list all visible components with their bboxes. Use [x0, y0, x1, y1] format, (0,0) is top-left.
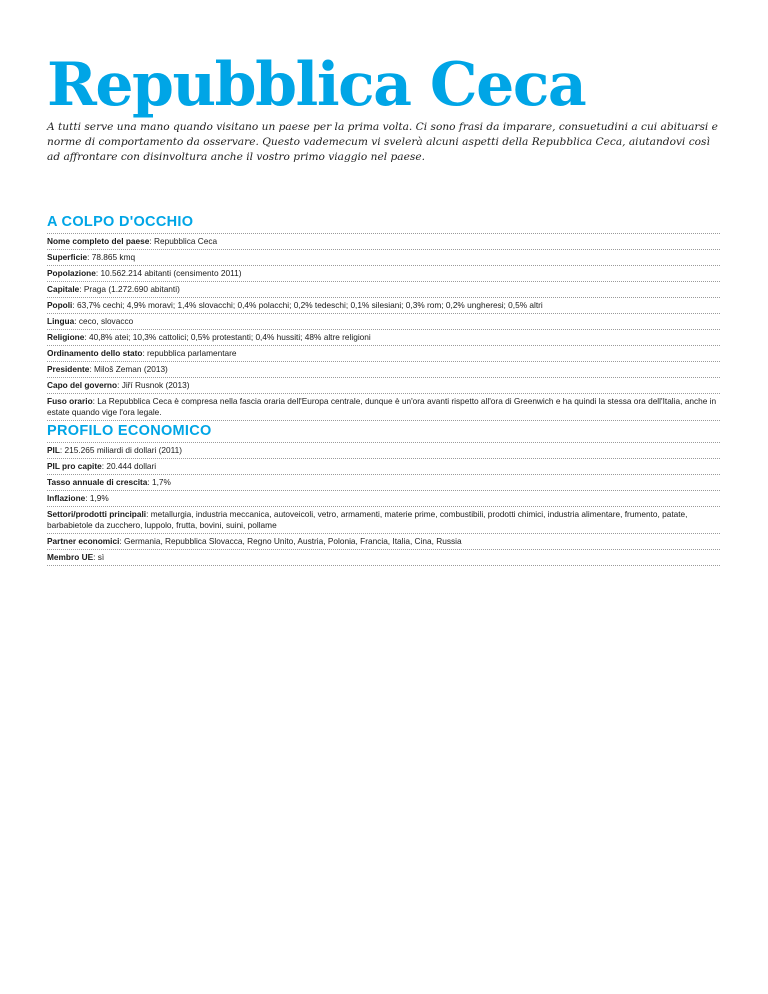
fact-row — [47, 266, 720, 282]
fact-value: : 1,9% — [85, 493, 109, 503]
fact-label: Lingua — [47, 316, 75, 326]
fact-value: : Praga (1.272.690 abitanti) — [79, 284, 180, 294]
fact-row — [47, 459, 720, 475]
fact-value: : Repubblica Ceca — [149, 236, 218, 246]
fact-value: : 215.265 miliardi di dollari (2011) — [59, 445, 182, 455]
fact-value: : repubblica parlamentare — [142, 348, 237, 358]
fact-label: Popoli — [47, 300, 73, 310]
fact-value: : metallurgia, industria meccanica, autoveicoli, vetro, armamenti, materie prime, combustibili, prodotti chimici, industria alimentare, frumento, patate, barbabietole da zucchero, luppolo, frutta, bovini, suini, pollame — [47, 509, 688, 530]
fact-label: Inflazione — [47, 493, 86, 503]
fact-value: : 20.444 dollari — [101, 461, 157, 471]
intro-paragraph: A tutti serve una mano quando visitano un paese per la prima volta. Ci sono frasi da imparare, consuetudini a cui abituarsi e norme di comportamento da osservare. Questo vademecum vi svelerà alcuni aspetti della Repubblica Ceca, aiutandovi così ad affrontare con disinvoltura anche il vostro primo viaggio nel paese. — [47, 121, 718, 163]
fact-row — [47, 362, 720, 378]
fact-value: : 10.562.214 abitanti (censimento 2011) — [95, 268, 242, 278]
fact-label: Settori/prodotti principali — [47, 509, 147, 519]
fact-value: : ceco, slovacco — [74, 316, 134, 326]
fact-label: Capo del governo — [47, 380, 118, 390]
fact-value: : sì — [93, 552, 105, 562]
facts-list — [47, 442, 720, 566]
fact-value: : 63,7% cechi; 4,9% moravi; 1,4% slovacchi; 0,4% polacchi; 0,2% tedeschi; 0,1% silesiani; 0,3% rom; 0,2% ungheresi; 0,5% altri — [72, 300, 543, 310]
fact-row — [47, 491, 720, 507]
section-colpo-docchio — [47, 214, 720, 421]
fact-value: : Jiří Rusnok (2013) — [117, 380, 190, 390]
fact-label: Partner economici — [47, 536, 120, 546]
fact-row — [47, 298, 720, 314]
fact-label: Superficie — [47, 252, 88, 262]
fact-label: Capitale — [47, 284, 80, 294]
fact-row — [47, 534, 720, 550]
fact-label: Popolazione — [47, 268, 96, 278]
fact-row — [47, 475, 720, 491]
fact-label: Membro UE — [47, 552, 94, 562]
fact-label: Presidente — [47, 364, 90, 374]
facts-list — [47, 233, 720, 421]
page-title: Repubblica Ceca — [47, 50, 586, 120]
section-title: PROFILO ECONOMICO — [47, 423, 212, 439]
fact-value: : 78.865 kmq — [87, 252, 136, 262]
fact-row — [47, 550, 720, 566]
fact-label: PIL — [47, 445, 60, 455]
fact-label: PIL pro capite — [47, 461, 102, 471]
fact-row — [47, 234, 720, 250]
fact-value: : La Repubblica Ceca è compresa nella fascia oraria dell'Europa centrale, dunque è un'ora avanti rispetto all'ora di Greenwich e ha quindi la stessa ora dell'Italia, anche in estate quando vige l'ora legale. — [47, 396, 717, 417]
fact-row — [47, 314, 720, 330]
fact-value: : 40,8% atei; 10,3% cattolici; 0,5% protestanti; 0,4% hussiti; 48% altre religioni — [84, 332, 371, 342]
fact-label: Tasso annuale di crescita — [47, 477, 148, 487]
fact-row — [47, 282, 720, 298]
fact-row — [47, 507, 720, 534]
fact-row — [47, 346, 720, 362]
fact-value: : Germania, Repubblica Slovacca, Regno Unito, Austria, Polonia, Francia, Italia, Cina, Russia — [119, 536, 462, 546]
fact-row — [47, 330, 720, 346]
fact-value: : 1,7% — [147, 477, 171, 487]
fact-row — [47, 443, 720, 459]
section-title: A COLPO D'OCCHIO — [47, 214, 194, 230]
fact-label: Nome completo del paese — [47, 236, 150, 246]
fact-label: Religione — [47, 332, 85, 342]
fact-label: Fuso orario — [47, 396, 93, 406]
fact-value: : Miloš Zeman (2013) — [89, 364, 168, 374]
fact-row — [47, 378, 720, 394]
fact-row — [47, 250, 720, 266]
section-profilo-economico — [47, 423, 720, 566]
fact-label: Ordinamento dello stato — [47, 348, 143, 358]
fact-row — [47, 394, 720, 421]
